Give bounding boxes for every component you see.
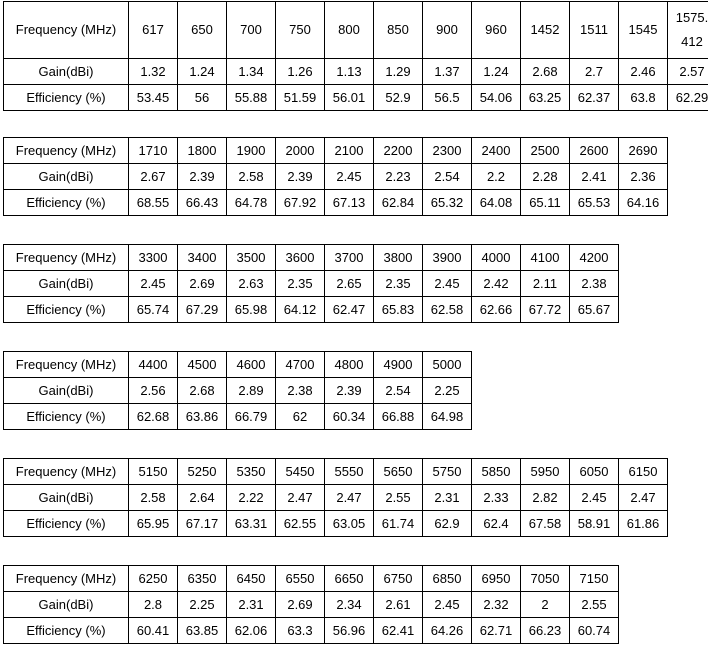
frequency-cell: 2200 bbox=[374, 138, 423, 164]
gain-label: Gain(dBi) bbox=[4, 592, 129, 618]
gain-cell: 2.39 bbox=[276, 164, 325, 190]
frequency-cell: 5750 bbox=[423, 459, 472, 485]
frequency-cell: 7050 bbox=[521, 566, 570, 592]
efficiency-cell: 66.88 bbox=[374, 404, 423, 430]
frequency-cell: 6350 bbox=[178, 566, 227, 592]
gain-row bbox=[4, 378, 472, 404]
gain-cell: 2.82 bbox=[521, 485, 570, 511]
frequency-cell: 4600 bbox=[227, 352, 276, 378]
frequency-row bbox=[4, 352, 472, 378]
efficiency-cell: 63.8 bbox=[619, 85, 668, 111]
gain-cell: 2.34 bbox=[325, 592, 374, 618]
gain-row bbox=[4, 164, 668, 190]
efficiency-cell: 64.98 bbox=[423, 404, 472, 430]
frequency-cell: 5450 bbox=[276, 459, 325, 485]
gain-cell: 2.47 bbox=[619, 485, 668, 511]
frequency-cell: 5000 bbox=[423, 352, 472, 378]
performance-table-3 bbox=[3, 244, 619, 323]
frequency-cell: 6250 bbox=[129, 566, 178, 592]
efficiency-cell: 55.88 bbox=[227, 85, 276, 111]
performance-table-6 bbox=[3, 565, 619, 644]
gain-cell: 2.55 bbox=[570, 592, 619, 618]
efficiency-cell: 62.47 bbox=[325, 297, 374, 323]
gain-cell: 2.31 bbox=[423, 485, 472, 511]
efficiency-cell: 67.29 bbox=[178, 297, 227, 323]
efficiency-cell: 56.5 bbox=[423, 85, 472, 111]
gain-cell: 1.34 bbox=[227, 59, 276, 85]
frequency-cell: 3500 bbox=[227, 245, 276, 271]
frequency-cell: 6150 bbox=[619, 459, 668, 485]
frequency-cell: 4400 bbox=[129, 352, 178, 378]
efficiency-cell: 58.91 bbox=[570, 511, 619, 537]
gain-cell: 1.29 bbox=[374, 59, 423, 85]
gain-cell: 2.38 bbox=[570, 271, 619, 297]
efficiency-cell: 65.98 bbox=[227, 297, 276, 323]
gain-cell: 2.63 bbox=[227, 271, 276, 297]
performance-table-1 bbox=[3, 1, 708, 111]
gain-cell: 2.38 bbox=[276, 378, 325, 404]
frequency-cell: 750 bbox=[276, 2, 325, 59]
efficiency-cell: 63.3 bbox=[276, 618, 325, 644]
gain-cell: 2.68 bbox=[178, 378, 227, 404]
frequency-cell: 4800 bbox=[325, 352, 374, 378]
efficiency-row bbox=[4, 85, 708, 111]
frequency-row bbox=[4, 245, 619, 271]
frequency-label: Frequency (MHz) bbox=[4, 352, 129, 378]
efficiency-cell: 65.53 bbox=[570, 190, 619, 216]
frequency-cell: 2500 bbox=[521, 138, 570, 164]
frequency-cell: 7150 bbox=[570, 566, 619, 592]
frequency-cell: 6850 bbox=[423, 566, 472, 592]
gain-label: Gain(dBi) bbox=[4, 378, 129, 404]
gain-cell: 2.54 bbox=[374, 378, 423, 404]
efficiency-cell: 62.68 bbox=[129, 404, 178, 430]
efficiency-label: Efficiency (%) bbox=[4, 297, 129, 323]
gain-cell: 2.32 bbox=[472, 592, 521, 618]
efficiency-label: Efficiency (%) bbox=[4, 85, 129, 111]
efficiency-row bbox=[4, 511, 668, 537]
gain-cell: 2.54 bbox=[423, 164, 472, 190]
frequency-cell: 4000 bbox=[472, 245, 521, 271]
efficiency-cell: 67.13 bbox=[325, 190, 374, 216]
efficiency-cell: 65.32 bbox=[423, 190, 472, 216]
gain-row bbox=[4, 592, 619, 618]
frequency-row bbox=[4, 459, 668, 485]
gain-label: Gain(dBi) bbox=[4, 485, 129, 511]
gain-cell: 2.45 bbox=[325, 164, 374, 190]
gain-cell: 2.69 bbox=[178, 271, 227, 297]
gain-cell: 2.36 bbox=[619, 164, 668, 190]
gain-cell: 2.28 bbox=[521, 164, 570, 190]
efficiency-cell: 64.26 bbox=[423, 618, 472, 644]
gain-cell: 2.56 bbox=[129, 378, 178, 404]
gain-cell: 2.69 bbox=[276, 592, 325, 618]
gain-cell: 2.8 bbox=[129, 592, 178, 618]
efficiency-cell: 62.71 bbox=[472, 618, 521, 644]
efficiency-cell: 62.37 bbox=[570, 85, 619, 111]
efficiency-cell: 65.83 bbox=[374, 297, 423, 323]
frequency-cell: 900 bbox=[423, 2, 472, 59]
efficiency-row bbox=[4, 297, 619, 323]
gain-cell: 1.37 bbox=[423, 59, 472, 85]
performance-table-4 bbox=[3, 351, 472, 430]
frequency-cell: 6650 bbox=[325, 566, 374, 592]
gain-cell: 2.25 bbox=[178, 592, 227, 618]
frequency-cell: 617 bbox=[129, 2, 178, 59]
gain-cell: 2.45 bbox=[129, 271, 178, 297]
gain-cell: 2.39 bbox=[178, 164, 227, 190]
gain-cell: 2.41 bbox=[570, 164, 619, 190]
frequency-row bbox=[4, 138, 668, 164]
efficiency-cell: 65.67 bbox=[570, 297, 619, 323]
efficiency-cell: 64.08 bbox=[472, 190, 521, 216]
gain-row bbox=[4, 271, 619, 297]
gain-cell: 2.58 bbox=[227, 164, 276, 190]
frequency-cell: 3300 bbox=[129, 245, 178, 271]
frequency-label: Frequency (MHz) bbox=[4, 566, 129, 592]
efficiency-cell: 64.12 bbox=[276, 297, 325, 323]
efficiency-cell: 52.9 bbox=[374, 85, 423, 111]
gain-cell: 2.65 bbox=[325, 271, 374, 297]
frequency-row bbox=[4, 566, 619, 592]
efficiency-cell: 66.79 bbox=[227, 404, 276, 430]
frequency-cell: 3800 bbox=[374, 245, 423, 271]
efficiency-cell: 62.06 bbox=[227, 618, 276, 644]
gain-cell: 2.7 bbox=[570, 59, 619, 85]
frequency-cell: 4100 bbox=[521, 245, 570, 271]
gain-cell: 2.57 bbox=[668, 59, 708, 85]
frequency-cell: 1575. 412 bbox=[668, 2, 708, 59]
frequency-cell: 5550 bbox=[325, 459, 374, 485]
efficiency-cell: 62.84 bbox=[374, 190, 423, 216]
efficiency-cell: 51.59 bbox=[276, 85, 325, 111]
efficiency-cell: 63.05 bbox=[325, 511, 374, 537]
efficiency-cell: 67.72 bbox=[521, 297, 570, 323]
frequency-cell: 6950 bbox=[472, 566, 521, 592]
frequency-cell: 960 bbox=[472, 2, 521, 59]
efficiency-cell: 63.31 bbox=[227, 511, 276, 537]
gain-cell: 2.58 bbox=[129, 485, 178, 511]
frequency-cell: 2690 bbox=[619, 138, 668, 164]
gain-cell: 2.23 bbox=[374, 164, 423, 190]
efficiency-cell: 63.25 bbox=[521, 85, 570, 111]
gain-cell: 1.24 bbox=[472, 59, 521, 85]
frequency-row bbox=[4, 2, 708, 59]
gain-cell: 2.35 bbox=[276, 271, 325, 297]
performance-table-2 bbox=[3, 137, 668, 216]
frequency-cell: 4200 bbox=[570, 245, 619, 271]
gain-cell: 2 bbox=[521, 592, 570, 618]
efficiency-cell: 61.86 bbox=[619, 511, 668, 537]
efficiency-label: Efficiency (%) bbox=[4, 511, 129, 537]
frequency-label: Frequency (MHz) bbox=[4, 459, 129, 485]
gain-cell: 2.55 bbox=[374, 485, 423, 511]
frequency-cell: 1452 bbox=[521, 2, 570, 59]
frequency-label: Frequency (MHz) bbox=[4, 138, 129, 164]
efficiency-cell: 62.29 bbox=[668, 85, 708, 111]
efficiency-label: Efficiency (%) bbox=[4, 190, 129, 216]
frequency-cell: 6550 bbox=[276, 566, 325, 592]
gain-cell: 2.35 bbox=[374, 271, 423, 297]
gain-row bbox=[4, 485, 668, 511]
gain-cell: 2.22 bbox=[227, 485, 276, 511]
efficiency-cell: 62.66 bbox=[472, 297, 521, 323]
efficiency-cell: 60.34 bbox=[325, 404, 374, 430]
efficiency-cell: 64.16 bbox=[619, 190, 668, 216]
efficiency-cell: 53.45 bbox=[129, 85, 178, 111]
frequency-cell: 6050 bbox=[570, 459, 619, 485]
frequency-cell: 3600 bbox=[276, 245, 325, 271]
frequency-cell: 1545 bbox=[619, 2, 668, 59]
efficiency-cell: 65.11 bbox=[521, 190, 570, 216]
frequency-cell: 5150 bbox=[129, 459, 178, 485]
frequency-cell: 5950 bbox=[521, 459, 570, 485]
efficiency-cell: 66.23 bbox=[521, 618, 570, 644]
gain-cell: 2.33 bbox=[472, 485, 521, 511]
efficiency-cell: 64.78 bbox=[227, 190, 276, 216]
efficiency-cell: 62.4 bbox=[472, 511, 521, 537]
efficiency-row bbox=[4, 618, 619, 644]
frequency-cell: 2400 bbox=[472, 138, 521, 164]
efficiency-cell: 67.58 bbox=[521, 511, 570, 537]
frequency-cell: 5350 bbox=[227, 459, 276, 485]
gain-cell: 2.61 bbox=[374, 592, 423, 618]
efficiency-cell: 56 bbox=[178, 85, 227, 111]
efficiency-row bbox=[4, 190, 668, 216]
frequency-cell: 2300 bbox=[423, 138, 472, 164]
performance-table-5 bbox=[3, 458, 668, 537]
efficiency-cell: 60.74 bbox=[570, 618, 619, 644]
efficiency-cell: 67.92 bbox=[276, 190, 325, 216]
efficiency-cell: 67.17 bbox=[178, 511, 227, 537]
gain-cell: 2.2 bbox=[472, 164, 521, 190]
efficiency-cell: 66.43 bbox=[178, 190, 227, 216]
frequency-cell: 2600 bbox=[570, 138, 619, 164]
efficiency-cell: 65.74 bbox=[129, 297, 178, 323]
efficiency-cell: 62 bbox=[276, 404, 325, 430]
frequency-label: Frequency (MHz) bbox=[4, 2, 129, 59]
efficiency-cell: 63.85 bbox=[178, 618, 227, 644]
gain-cell: 2.47 bbox=[325, 485, 374, 511]
gain-cell: 2.39 bbox=[325, 378, 374, 404]
gain-cell: 2.67 bbox=[129, 164, 178, 190]
frequency-cell: 4500 bbox=[178, 352, 227, 378]
frequency-cell: 6750 bbox=[374, 566, 423, 592]
gain-cell: 2.31 bbox=[227, 592, 276, 618]
efficiency-row bbox=[4, 404, 472, 430]
frequency-cell: 800 bbox=[325, 2, 374, 59]
gain-cell: 2.46 bbox=[619, 59, 668, 85]
frequency-cell: 5850 bbox=[472, 459, 521, 485]
frequency-cell: 3400 bbox=[178, 245, 227, 271]
efficiency-cell: 62.58 bbox=[423, 297, 472, 323]
gain-cell: 1.32 bbox=[129, 59, 178, 85]
efficiency-cell: 61.74 bbox=[374, 511, 423, 537]
frequency-cell: 5250 bbox=[178, 459, 227, 485]
efficiency-label: Efficiency (%) bbox=[4, 618, 129, 644]
efficiency-cell: 56.01 bbox=[325, 85, 374, 111]
frequency-cell: 5650 bbox=[374, 459, 423, 485]
gain-cell: 1.24 bbox=[178, 59, 227, 85]
efficiency-cell: 54.06 bbox=[472, 85, 521, 111]
efficiency-cell: 56.96 bbox=[325, 618, 374, 644]
gain-cell: 2.45 bbox=[423, 271, 472, 297]
frequency-cell: 700 bbox=[227, 2, 276, 59]
efficiency-cell: 60.41 bbox=[129, 618, 178, 644]
gain-cell: 2.68 bbox=[521, 59, 570, 85]
efficiency-cell: 62.41 bbox=[374, 618, 423, 644]
gain-row bbox=[4, 59, 708, 85]
frequency-cell: 2100 bbox=[325, 138, 374, 164]
frequency-cell: 1710 bbox=[129, 138, 178, 164]
gain-cell: 2.45 bbox=[570, 485, 619, 511]
frequency-cell: 1800 bbox=[178, 138, 227, 164]
gain-label: Gain(dBi) bbox=[4, 59, 129, 85]
gain-cell: 2.25 bbox=[423, 378, 472, 404]
efficiency-cell: 65.95 bbox=[129, 511, 178, 537]
frequency-cell: 650 bbox=[178, 2, 227, 59]
frequency-cell: 1511 bbox=[570, 2, 619, 59]
gain-cell: 1.13 bbox=[325, 59, 374, 85]
gain-cell: 2.45 bbox=[423, 592, 472, 618]
frequency-label: Frequency (MHz) bbox=[4, 245, 129, 271]
gain-cell: 2.89 bbox=[227, 378, 276, 404]
gain-cell: 2.42 bbox=[472, 271, 521, 297]
frequency-cell: 850 bbox=[374, 2, 423, 59]
gain-cell: 2.47 bbox=[276, 485, 325, 511]
efficiency-cell: 62.55 bbox=[276, 511, 325, 537]
frequency-cell: 4700 bbox=[276, 352, 325, 378]
frequency-cell: 3900 bbox=[423, 245, 472, 271]
frequency-cell: 4900 bbox=[374, 352, 423, 378]
gain-cell: 2.11 bbox=[521, 271, 570, 297]
efficiency-cell: 62.9 bbox=[423, 511, 472, 537]
frequency-cell: 2000 bbox=[276, 138, 325, 164]
gain-label: Gain(dBi) bbox=[4, 271, 129, 297]
efficiency-label: Efficiency (%) bbox=[4, 404, 129, 430]
efficiency-cell: 68.55 bbox=[129, 190, 178, 216]
frequency-cell: 1900 bbox=[227, 138, 276, 164]
gain-label: Gain(dBi) bbox=[4, 164, 129, 190]
efficiency-cell: 63.86 bbox=[178, 404, 227, 430]
gain-cell: 2.64 bbox=[178, 485, 227, 511]
gain-cell: 1.26 bbox=[276, 59, 325, 85]
frequency-cell: 3700 bbox=[325, 245, 374, 271]
frequency-cell: 6450 bbox=[227, 566, 276, 592]
